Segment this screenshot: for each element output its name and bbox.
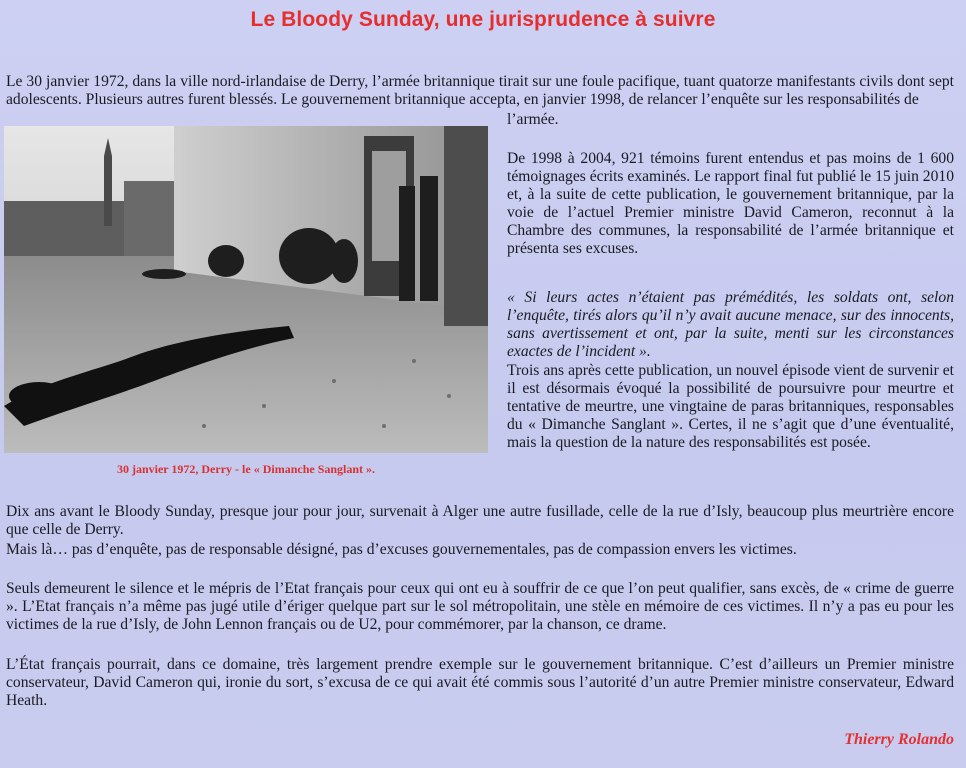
bottom-paragraph-3: Seuls demeurent le silence et le mépris de l’Etat français pour ceux qui ont eu à souffrir de ce que l’on peut qualifier, sans excès, de « crime de guerre ». L’Etat français n’a même pas jugé utile d’ériger quelque part sur le sol métropolitain, une stèle en mémoire de ces victimes. Il n’y a pas eu pour les victimes de la rue d’Isly, de John Lennon français ou de U2, pour commémorer, par la chanson, ce drame.	[6, 580, 954, 633]
author-signature: Thierry Rolando	[844, 731, 954, 748]
right-paragraph-1: l’armée.	[507, 111, 559, 128]
photo-caption: 30 janvier 1972, Derry - le « Dimanche Sanglant ».	[116, 462, 376, 476]
right-paragraph-4: Trois ans après cette publication, un nouvel épisode vient de survenir et il est désormais évoqué la possibilité de poursuivre pour meurtre et tentative de meurtre, une vingtaine de paras britanniques, responsables du « Dimanche Sanglant ». Certes, il ne s’agit que d’une éventualité, mais la question de la nature des responsabilités est posée.	[507, 362, 954, 451]
quote-paragraph: « Si leurs actes n’étaient pas prémédités, les soldats ont, selon l’enquête, tirés alors qu’il n’y avait aucune menace, sur des innocents, sans avertissement et ont, par la suite, menti sur les circonstances exactes de l’incident ».	[507, 289, 954, 360]
bottom-paragraph-4: L’État français pourrait, dans ce domaine, très largement prendre exemple sur le gouvernement britannique. C’est d’ailleurs un Premier ministre conservateur, David Cameron qui, ironie du sort, s’excusa de ce qui avait été commis sous l’autorité d’un autre Premier ministre conservateur, Edward Heath.	[6, 656, 954, 709]
lead-paragraph: Le 30 janvier 1972, dans la ville nord-irlandaise de Derry, l’armée britannique tirait sur une foule pacifique, tuant quatorze manifestants civils dont sept adolescents. Plusieurs autres furent blessés. Le gouvernement britannique accepta, en janvier 1998, de relancer l’enquête sur les responsabilités de	[6, 73, 954, 108]
bloody-sunday-photo	[4, 126, 488, 453]
bottom-paragraph-2: Mais là… pas d’enquête, pas de responsable désigné, pas d’excuses gouvernementales, pas de compassion envers les victimes.	[6, 541, 797, 558]
article-title: Le Bloody Sunday, une jurisprudence à suivre	[250, 8, 716, 31]
right-paragraph-2: De 1998 à 2004, 921 témoins furent entendus et pas moins de 1 600 témoignages écrits examinés. Le rapport final fut publié le 15 juin 2010 et, à la suite de cette publication, le gouvernement britannique, par la voie de l’actuel Premier ministre David Cameron, reconnut à la Chambre des communes, la responsabilité de l’armée britannique et présenta ses excuses.	[507, 150, 954, 257]
bottom-paragraph-1: Dix ans avant le Bloody Sunday, presque jour pour jour, survenait à Alger une autre fusillade, celle de la rue d’Isly, beaucoup plus meurtrière encore que celle de Derry.	[6, 503, 954, 538]
